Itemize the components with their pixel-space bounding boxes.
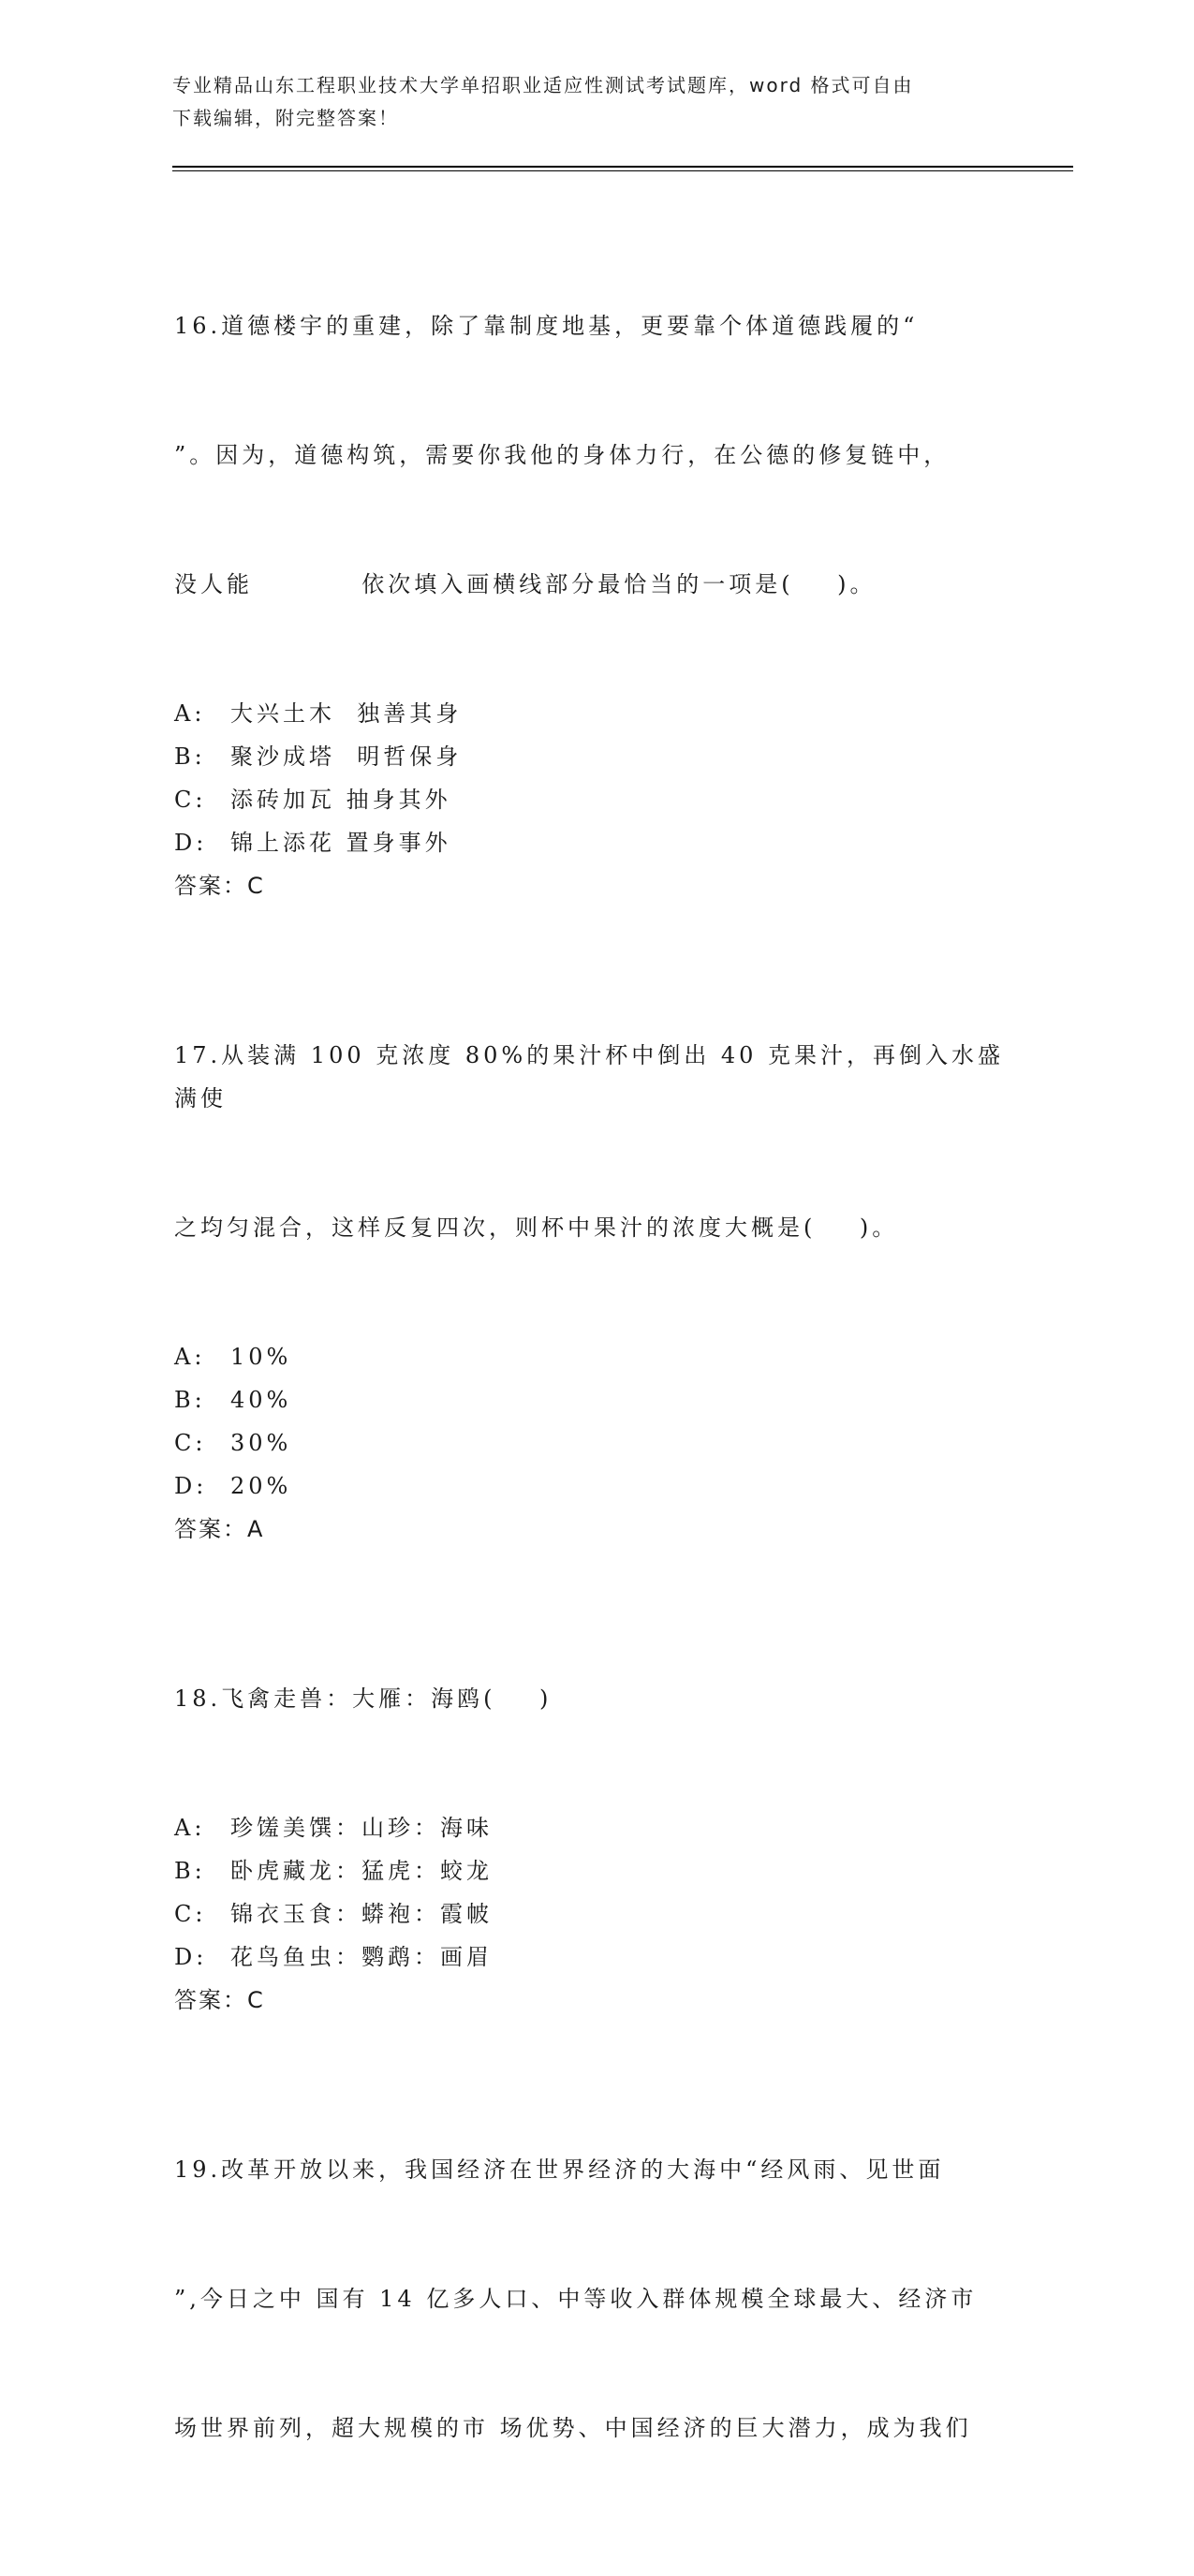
question-18 xyxy=(174,1591,1017,2022)
header-line-2: 下载编辑，附完整答案！ xyxy=(172,107,399,129)
option-text: 花鸟鱼虫：鹦鹉：画眉 xyxy=(230,1944,493,1970)
option-letter: D: xyxy=(174,830,208,856)
stem-line: ”,今日之中 国有 14 亿多人口、中等收入群体规模全球最大、经济市 xyxy=(174,2286,978,2312)
option-letter: C: xyxy=(174,1901,207,1927)
question-17 xyxy=(174,948,1017,1551)
option-text: 锦衣玉食：蟒袍：霞帔 xyxy=(230,1901,493,1927)
header-divider-thick xyxy=(172,166,1073,168)
option-text: 20% xyxy=(230,1473,292,1499)
stem-line: 19.改革开放以来，我国经济在世界经济的大海中“经风雨、见世面 xyxy=(174,2156,945,2183)
stem-line: 17.从装满 100 克浓度 80%的果汁杯中倒出 40 克果汁，再倒入水盛满使 xyxy=(174,1042,1005,1111)
question-16 xyxy=(174,218,1017,907)
option-a xyxy=(174,1806,1017,1849)
option-a xyxy=(174,692,1017,735)
option-letter: C: xyxy=(174,787,207,813)
option-c xyxy=(174,1421,1017,1465)
stem-line: 场世界前列，超大规模的市 场优势、中国经济的巨大潜力，成为我们 xyxy=(174,2415,972,2441)
option-c xyxy=(174,1892,1017,1936)
option-text: 卧虎藏龙：猛虎：蛟龙 xyxy=(230,1858,493,1884)
option-letter: D: xyxy=(174,1473,208,1499)
option-d xyxy=(174,1465,1017,1508)
option-b xyxy=(174,1378,1017,1421)
option-d xyxy=(174,821,1017,864)
document-header xyxy=(172,69,1015,135)
stem-line: 16.道德楼宇的重建，除了靠制度地基，更要靠个体道德践履的“ xyxy=(174,313,919,339)
option-b xyxy=(174,735,1017,778)
question-stem xyxy=(174,2062,1017,2536)
stem-line: 之均匀混合，这样反复四次，则杯中果汁的浓度大概是( )。 xyxy=(174,1214,899,1241)
option-text: 锦上添花 置身事外 xyxy=(230,830,451,856)
question-stem xyxy=(174,218,1017,692)
answer-label: 答案：C xyxy=(174,1987,265,2013)
option-d xyxy=(174,1936,1017,1979)
option-letter: B: xyxy=(174,1387,206,1413)
option-letter: B: xyxy=(174,1858,206,1884)
option-letter: A: xyxy=(174,1815,206,1841)
option-letter: C: xyxy=(174,1430,207,1456)
option-text: 珍馐美馔：山珍：海味 xyxy=(230,1815,493,1841)
option-letter: B: xyxy=(174,743,206,770)
option-text: 大兴土木 独善其身 xyxy=(230,700,463,727)
option-text: 聚沙成塔 明哲保身 xyxy=(230,743,463,770)
option-text: 10% xyxy=(230,1344,292,1370)
answer-label: 答案：A xyxy=(174,1516,265,1542)
stem-line: 18.飞禽走兽：大雁：海鸥( ) xyxy=(174,1685,553,1712)
option-b xyxy=(174,1849,1017,1892)
option-text: 30% xyxy=(230,1430,292,1456)
option-letter: A: xyxy=(174,1344,206,1370)
stem-line: 没人能 依次填入画横线部分最恰当的一项是( )。 xyxy=(174,571,877,597)
question-stem xyxy=(174,1591,1017,1806)
header-line-1: 专业精品山东工程职业技术大学单招职业适应性测试考试题库，word 格式可自由 xyxy=(172,74,914,96)
stem-line: ”。因为，道德构筑，需要你我他的身体力行，在公德的修复链中， xyxy=(174,442,951,468)
header-divider-thin xyxy=(172,170,1073,171)
option-text: 40% xyxy=(230,1387,292,1413)
question-stem xyxy=(174,948,1017,1335)
option-letter: A: xyxy=(174,700,206,727)
option-text: 添砖加瓦 抽身其外 xyxy=(230,787,451,813)
question-19 xyxy=(174,2062,1017,2536)
answer-label: 答案：C xyxy=(174,873,265,899)
question-list xyxy=(174,218,1017,2576)
option-a xyxy=(174,1335,1017,1378)
option-c xyxy=(174,778,1017,821)
option-letter: D: xyxy=(174,1944,208,1970)
